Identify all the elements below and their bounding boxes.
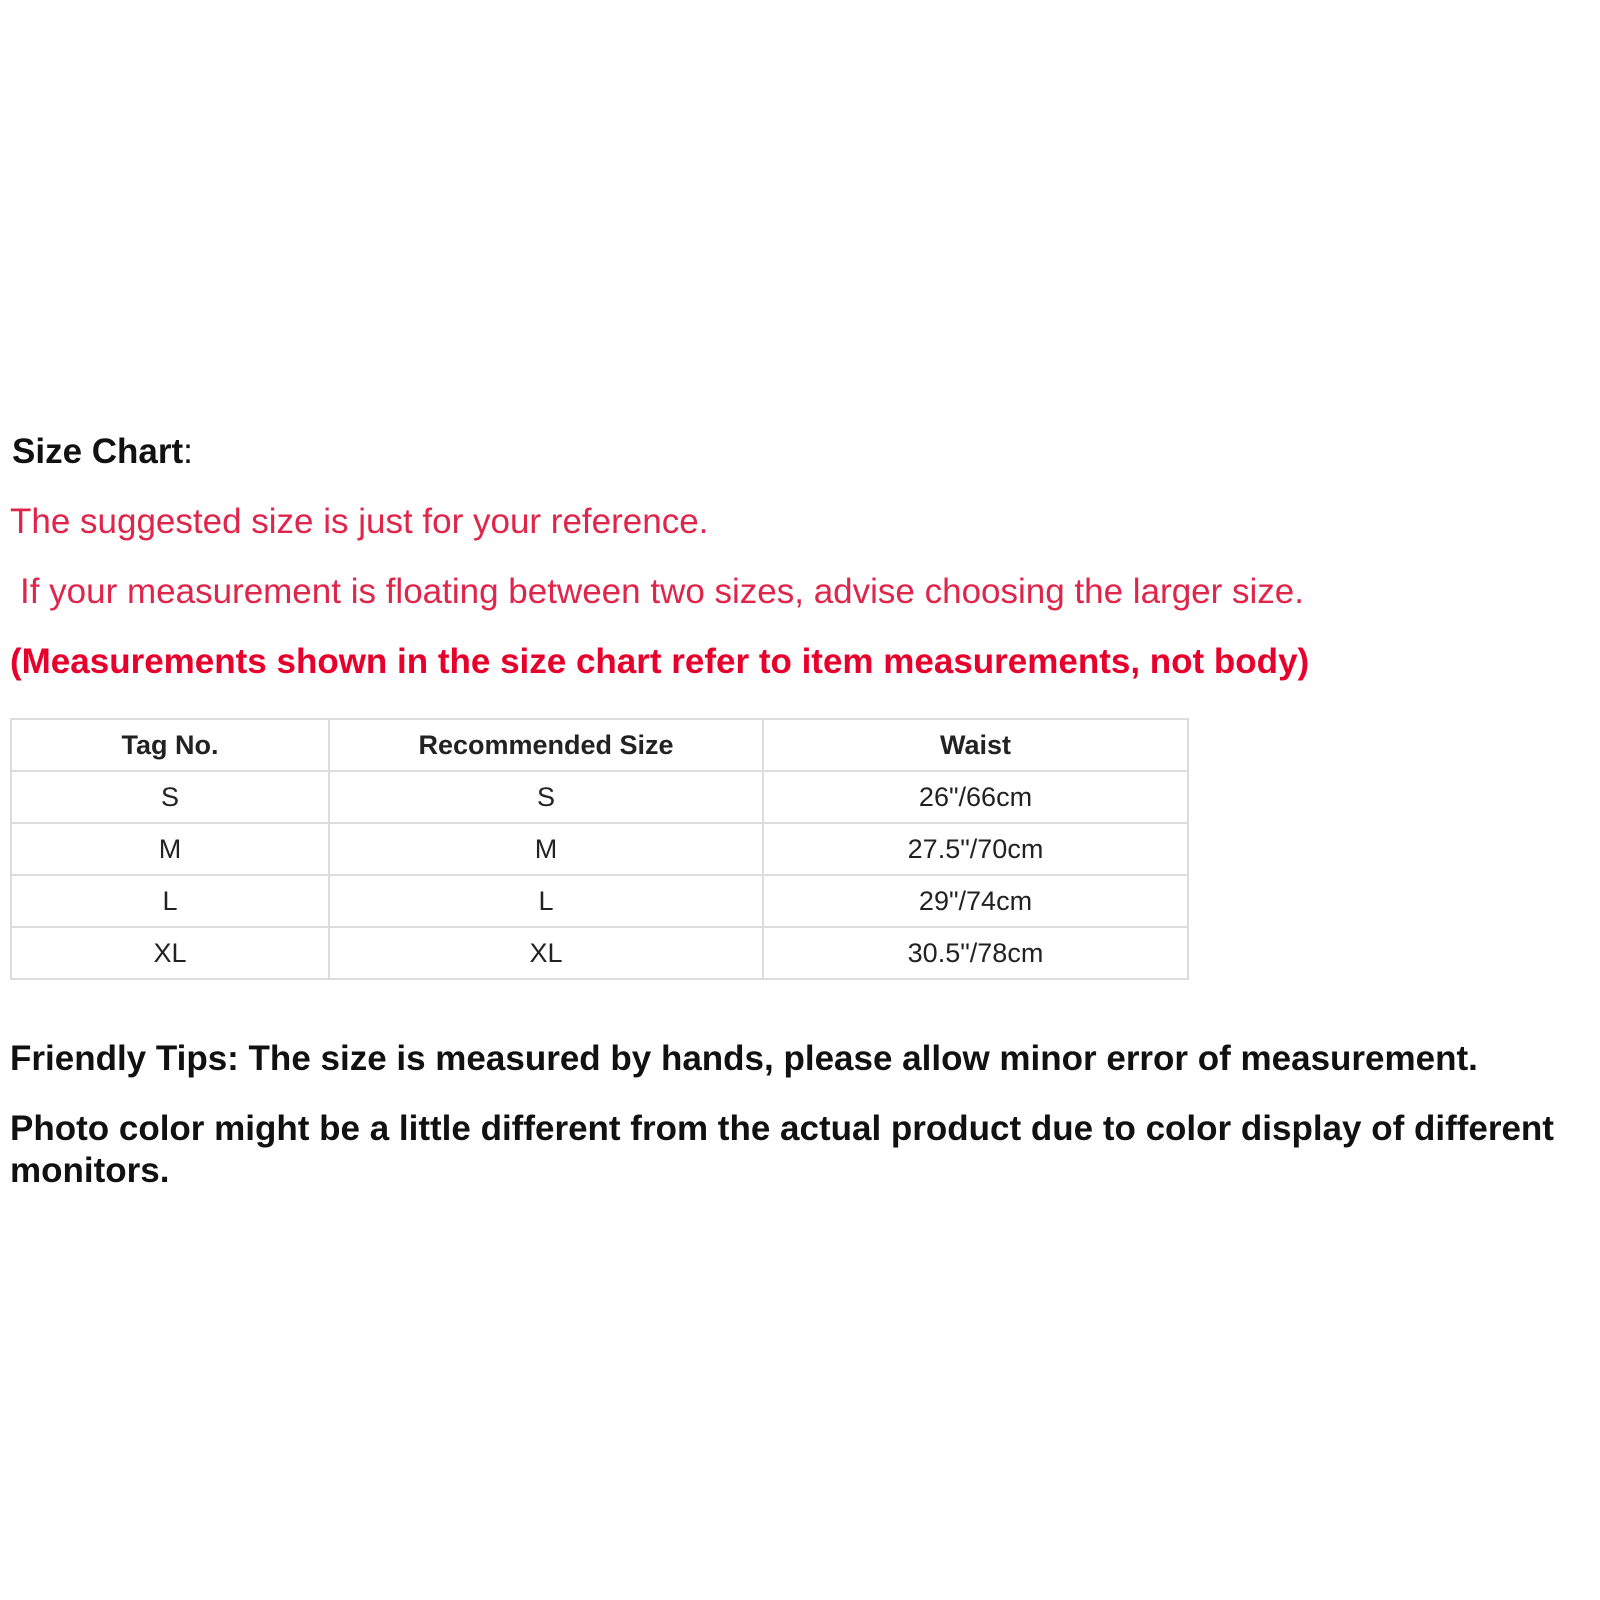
reference-note: The suggested size is just for your reference.	[10, 502, 709, 541]
title-text: Size Chart	[12, 432, 184, 471]
header-recommended-size: Recommended Size	[329, 719, 763, 771]
floating-size-note: If your measurement is floating between two sizes, advise choosing the larger size.	[20, 572, 1304, 611]
cell-tag-no: M	[11, 823, 329, 875]
title-colon: :	[183, 432, 193, 471]
friendly-tips: Friendly Tips: The size is measured by hands, please allow minor error of measurement.	[10, 1039, 1478, 1078]
size-chart-title	[12, 432, 193, 472]
cell-recommended-size: L	[329, 875, 763, 927]
cell-recommended-size: XL	[329, 927, 763, 979]
cell-recommended-size: S	[329, 771, 763, 823]
item-measurement-note: (Measurements shown in the size chart refer to item measurements, not body)	[10, 642, 1310, 681]
header-tag-no: Tag No.	[11, 719, 329, 771]
table-row	[11, 823, 1188, 875]
cell-tag-no: S	[11, 771, 329, 823]
table-row	[11, 875, 1188, 927]
cell-waist: 26"/66cm	[763, 771, 1188, 823]
cell-waist: 30.5"/78cm	[763, 927, 1188, 979]
cell-waist: 27.5"/70cm	[763, 823, 1188, 875]
cell-tag-no: L	[11, 875, 329, 927]
cell-waist: 29"/74cm	[763, 875, 1188, 927]
table-header-row	[11, 719, 1188, 771]
header-waist: Waist	[763, 719, 1188, 771]
size-table	[10, 718, 1189, 980]
table-row	[11, 927, 1188, 979]
photo-color-tip: Photo color might be a little different from the actual product due to color display of different monitors.	[10, 1109, 1554, 1190]
cell-tag-no: XL	[11, 927, 329, 979]
cell-recommended-size: M	[329, 823, 763, 875]
table-row	[11, 771, 1188, 823]
